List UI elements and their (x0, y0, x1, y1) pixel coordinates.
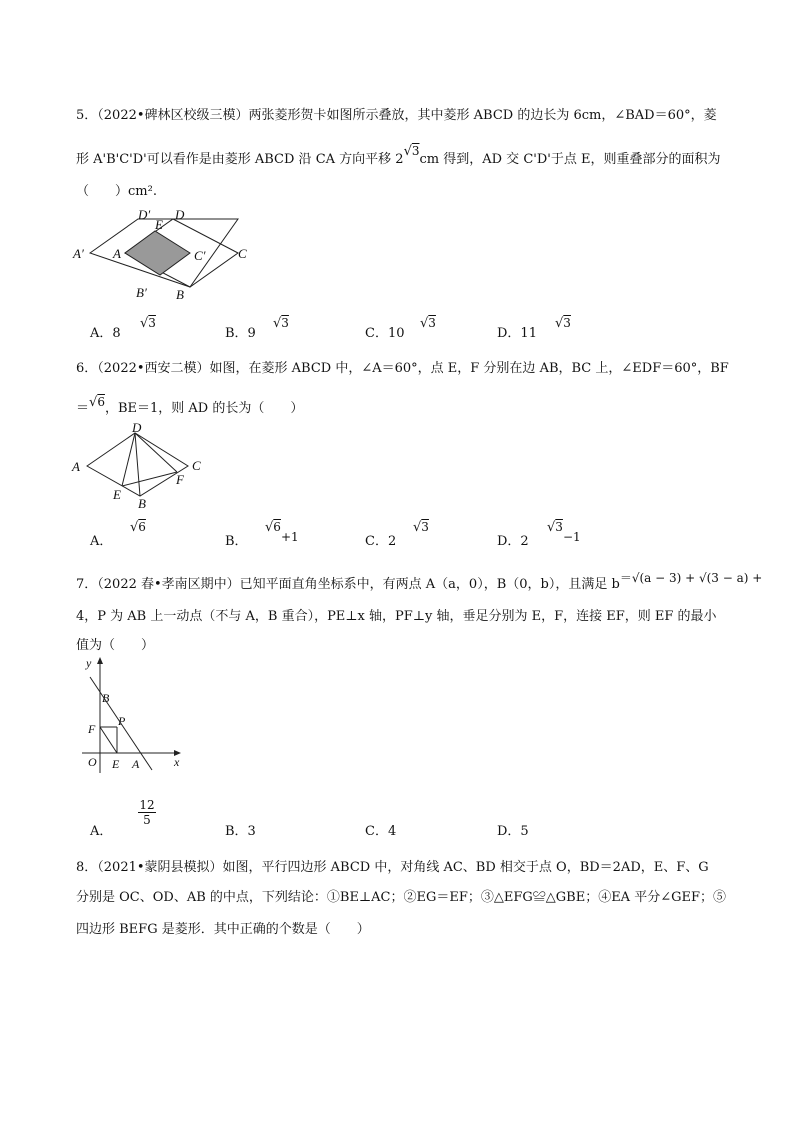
q6-label-e: E (113, 487, 121, 502)
q7-stem-line3: 值为（ ） (76, 638, 155, 653)
q6-option-d-sqrt: √3−1 (547, 520, 581, 544)
q5-label-b: B (176, 287, 184, 302)
q7-option-d[interactable]: D．5 (497, 824, 529, 839)
q7-label-f: F (88, 722, 96, 736)
q7-stem-line2: 4，P 为 AB 上一动点（不与 A，B 重合），PE⊥x 轴，PF⊥y 轴，垂足分别为 E，F，连接 EF，则 EF 的最小 (76, 609, 717, 624)
q5-stem-line1: 5．（2022•碑林区校级三模）两张菱形贺卡如图所示叠放，其中菱形 ABCD 的边长为 6cm，∠BAD＝60°，菱 (76, 108, 717, 123)
q7-y-arrow (97, 657, 103, 664)
q6-segment-ef (122, 472, 177, 486)
q6-label-c: C (192, 458, 201, 473)
q6-options (90, 520, 650, 554)
q7-fraction-denominator: 5 (143, 813, 151, 827)
q7-stem-line1 (76, 573, 762, 592)
q6-figure (70, 420, 210, 510)
q5-figure (70, 205, 260, 305)
q6-sqrt: √6 (89, 395, 105, 410)
q5-option-c-sqrt: √3 (420, 316, 436, 331)
q5-label-dp: D′ (138, 207, 151, 222)
q7-formula: ＝√(a − 3) + √(3 − a) + (619, 571, 763, 585)
q5-line2-part-b: cm 得到，AD 交 C'D'于点 E，则重叠部分的面积为 (419, 152, 721, 167)
q8-stem-line2: 分别是 OC、OD、AB 的中点，下列结论：①BE⊥AC；②EG＝EF；③△EFG≌△GBE；④EA 平分∠GEF；⑤ (76, 890, 726, 905)
q6-radicand: 6 (97, 395, 105, 409)
q8-stem-line1: 8．（2021•蒙阴县模拟）如图，平行四边形 ABCD 中，对角线 AC、BD 相交于点 O，BD＝2AD，E、F、G (76, 860, 709, 875)
q5-label-ap: A′ (73, 246, 84, 261)
q7-option-a[interactable]: A． $\frac{12}{5}$ (90, 798, 155, 839)
q7-segment-ef (100, 727, 117, 753)
q6-option-c-sqrt: √3 (413, 520, 429, 535)
q5-options (90, 316, 650, 346)
q5-label-a: A (113, 246, 121, 261)
q7-label-x: x (174, 755, 180, 769)
q6-option-a[interactable]: A． √6 (90, 520, 146, 549)
q7-figure (80, 655, 190, 775)
q6-segment-df (135, 433, 177, 472)
q6-segment-db (135, 433, 140, 496)
q6-option-d[interactable]: D．2 √3−1 (497, 520, 581, 549)
q7-label-o: O (88, 755, 97, 769)
q5-radicand: 3 (411, 144, 420, 158)
q6-option-b[interactable]: B． √6+1 (225, 520, 299, 549)
q6-label-f: F (176, 472, 184, 487)
q6-line2-part-b: ，BE＝1，则 AD 的长为（ ） (104, 401, 304, 416)
q6-stem-line1: 6．（2022•西安二模）如图，在菱形 ABCD 中，∠A＝60°，点 E，F 分别在边 AB，BC 上，∠EDF＝60°，BF (76, 361, 729, 376)
q5-line2-part-a: 形 A'B'C'D'可以看作是由菱形 ABCD 沿 CA 方向平移 2 (76, 152, 404, 167)
q7-label-e: E (112, 757, 120, 771)
q6-line2-part-a: ＝ (76, 401, 90, 416)
q5-sqrt: √3 (403, 144, 420, 159)
q5-option-b[interactable]: B．9 √3 (225, 316, 289, 341)
q7-option-c[interactable]: C．4 (365, 824, 397, 839)
q6-option-b-sqrt: √6+1 (265, 520, 299, 544)
q5-label-c: C (238, 246, 247, 261)
q7-options (90, 798, 650, 844)
q6-label-b: B (138, 496, 146, 510)
q5-option-d[interactable]: D．11 √3 (497, 316, 571, 341)
q6-option-a-sqrt: √6 (130, 520, 146, 535)
q7-option-b[interactable]: B．3 (225, 824, 256, 839)
q5-option-b-sqrt: √3 (273, 316, 289, 331)
q5-option-d-sqrt: √3 (555, 316, 571, 331)
q7-line1-part-a: 7．（2022 春•孝南区期中）已知平面直角坐标系中，有两点 A（a，0），B（0，b），且满足 b (76, 577, 620, 592)
q5-stem-line2 (76, 144, 721, 167)
q6-option-c[interactable]: C．2 √3 (365, 520, 429, 549)
q7-label-a: A (132, 757, 140, 771)
q7-label-b: B (102, 691, 110, 705)
q5-option-a-sqrt: √3 (140, 316, 156, 331)
q6-label-d: D (132, 420, 142, 435)
q6-label-a: A (72, 459, 80, 474)
q5-label-cp: C′ (194, 248, 206, 263)
q7-label-p: P (118, 714, 126, 728)
q6-stem-line2 (76, 397, 303, 416)
q5-option-c[interactable]: C．10 √3 (365, 316, 436, 341)
q5-label-e: E (155, 217, 163, 232)
q7-label-y: y (86, 656, 92, 670)
q5-label-bp: B′ (136, 285, 147, 300)
q5-label-d: D (175, 207, 185, 222)
q5-option-a[interactable]: A．8 √3 (90, 316, 156, 341)
q7-option-a-fraction (138, 798, 156, 827)
q5-stem-line3: （ ）cm². (76, 184, 157, 199)
q8-stem-line3: 四边形 BEFG 是菱形．其中正确的个数是（ ） (76, 922, 370, 937)
q7-fraction-numerator: 12 (139, 798, 155, 812)
